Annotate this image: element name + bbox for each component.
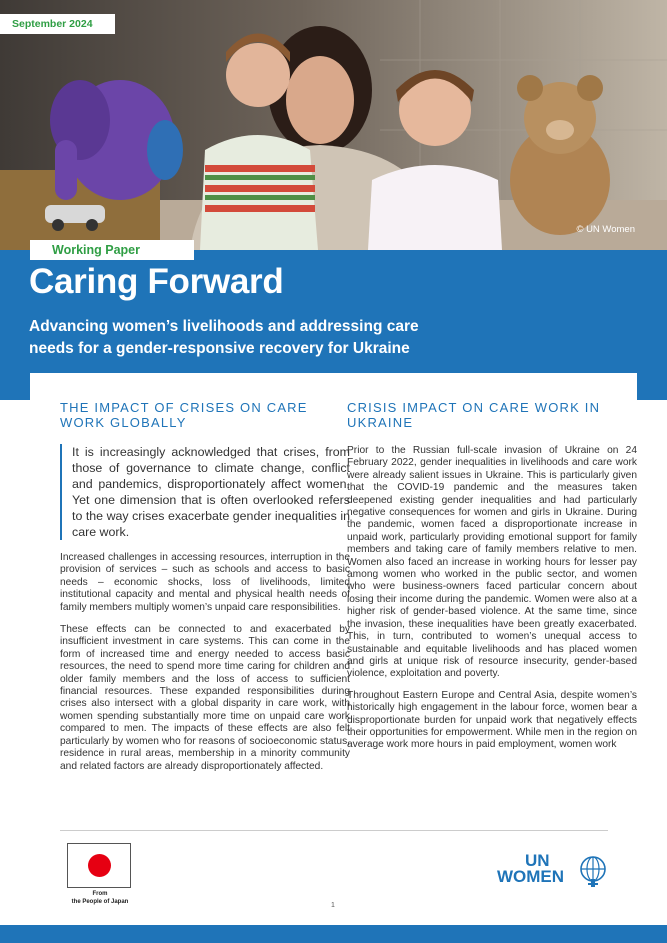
working-paper-badge: Working Paper <box>30 240 194 260</box>
footer-divider <box>60 830 608 831</box>
donor-credit <box>60 890 140 906</box>
section-heading: CRISIS IMPACT ON CARE WORK IN UKRAINE <box>347 400 601 430</box>
page-title: Caring Forward <box>29 262 284 301</box>
un-emblem-icon <box>577 853 609 887</box>
japan-flag-icon <box>67 843 131 888</box>
left-column <box>60 400 350 783</box>
body-paragraph: These effects can be connected to and exacerbated by insufficient investment in care systems. This can come in the form of increased time and energy needed to access basic resources, the need to spend more time caring for children and older family members and the loss of access to sufficient financial resources. These expanded responsibilities during crises also intersect with a global disparity in care work, with women spending substantially more time on unpaid care work compared to men. The impacts of these effects are also felt particularly by women who for reasons of socioeconomic status, residence in rural areas, membership in a minority community and related factors are already disproportionately affected. <box>60 624 350 772</box>
japan-flag-disc <box>88 854 111 877</box>
un-women-logo <box>497 851 609 891</box>
logo-line: UN <box>525 851 550 870</box>
content-card <box>30 373 637 843</box>
page-subtitle: Advancing women’s livelihoods and addressing care needs for a gender-responsive recovery for Ukraine <box>29 318 419 357</box>
cover-photo-illustration <box>0 0 667 250</box>
bottom-bar <box>0 925 667 943</box>
section-heading: THE IMPACT OF CRISES ON CARE WORK GLOBALLY <box>60 400 308 430</box>
lead-paragraph: It is increasingly acknowledged that crises, from those of governance to climate change, conflict and pandemics, disproportionately affect women. Yet one dimension that is often overlooked refers to the way crises exacerbate gender inequalities in care work. <box>60 444 350 540</box>
right-column <box>347 400 637 761</box>
date-tag: September 2024 <box>0 14 115 34</box>
photo-credit: © UN Women <box>576 224 635 235</box>
donor-credit-line: From <box>92 891 108 897</box>
donor-credit-line: the People of Japan <box>71 899 129 905</box>
logo-line: WOMEN <box>497 867 565 886</box>
logo-wordmark <box>497 853 564 885</box>
cover-photo <box>0 0 667 250</box>
body-paragraph: Throughout Eastern Europe and Central Asia, despite women’s historically high engagement in the labour force, women bear a disproportionate burden for unpaid work that negatively effects their opportunities for empowerment. While men in the region on average work more hours in paid employment, women work <box>347 689 637 751</box>
page-number: 1 <box>331 902 335 909</box>
body-paragraph: Prior to the Russian full-scale invasion of Ukraine on 24 February 2022, gender inequalities in livelihoods and care work were already salient issues in Ukraine. This is particularly given that the COVID-19 pandemic and the measures taken deepened existing gender inequalities and had particularly negative consequences for women and girls in Ukraine. During the pandemic, women faced a disproportionate increase in unpaid work, particularly providing emotional support for family members and taking care of family members relative to men. Women also faced an increase in working hours for lesser pay among women who worked in the public sector, and women who were business-owners faced particular concern about losing their income during the pandemic. Women were also at a higher risk of gender-based violence. At the same time, since the invasion, these inequalities have been greatly exacerbated. This, in turn, contributed to women’s unequal access to sustainable and equitable livelihoods and has placed women and girls at unique risk of resource insecurity, gender-based violence, exploitation and poverty. <box>347 445 637 680</box>
body-paragraph: Increased challenges in accessing resources, interruption in the provision of services – such as schools and access to basic needs – economic shocks, loss of livelihoods, limited institutional capacity and mental and physical health needs of family members multiply women’s unpaid care responsibilities. <box>60 552 350 613</box>
